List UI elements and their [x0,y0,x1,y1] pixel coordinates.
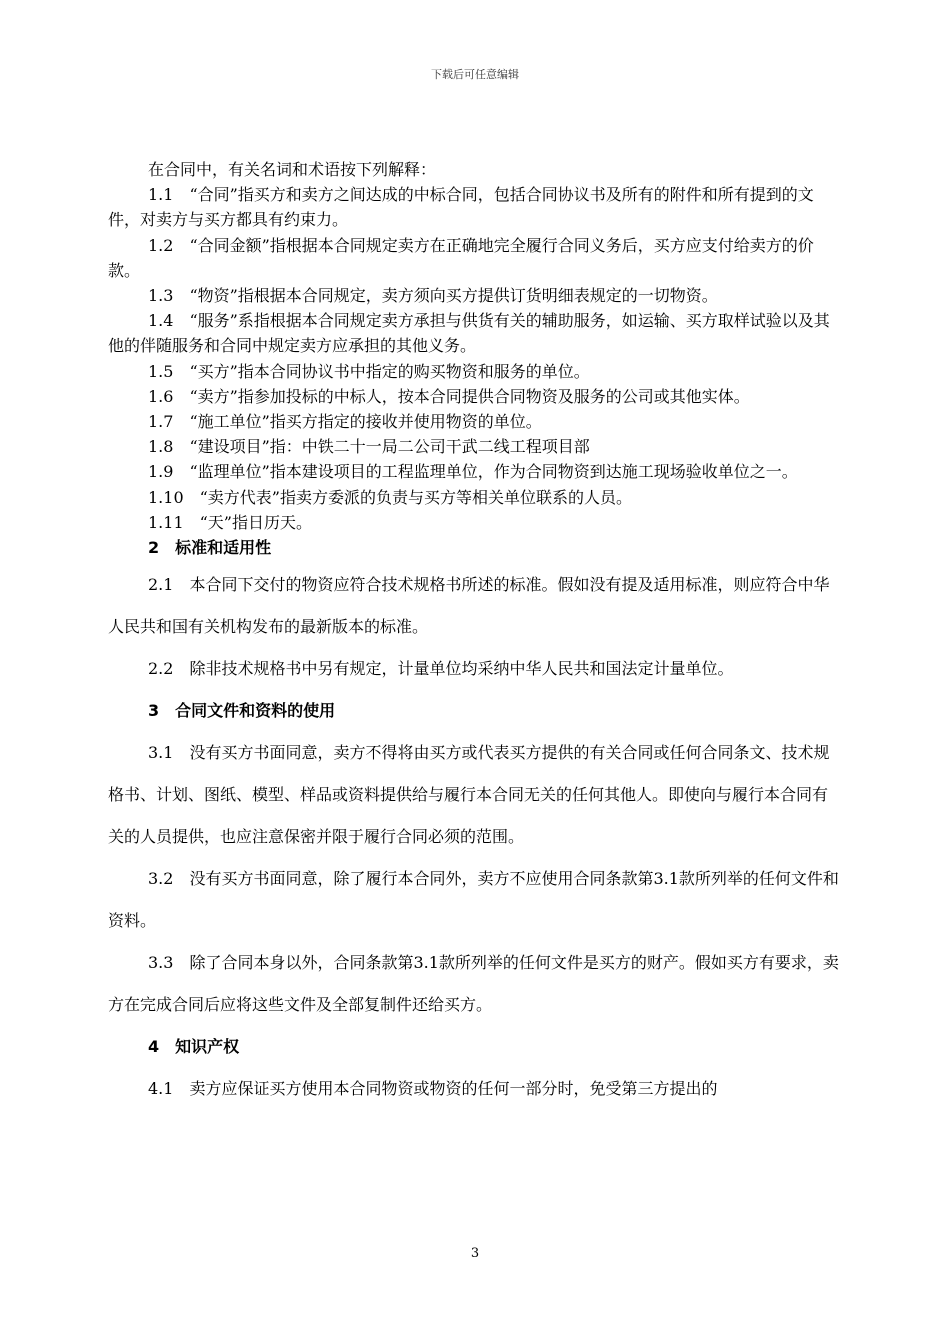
definitions-block [108,157,843,560]
page-number: 3 [470,1246,480,1261]
section-4-heading: 4 知识产权 [148,1037,240,1057]
section-2-paragraph: 2.2 除非技术规格书中另有规定，计量单位均采纳中华人民共和国法定计量单位。 [148,659,734,679]
sections-block [108,564,843,1110]
section-4-paragraph: 4.1 卖方应保证买方使用本合同物资或物资的任何一部分时，免受第三方提出的 [148,1079,718,1099]
section-2-heading: 2 标准和适用性 [148,538,272,558]
definition-item: 1.7 “施工单位”指买方指定的接收并使用物资的单位。 [148,412,542,432]
definition-item: 1.6 “卖方”指参加投标的中标人，按本合同提供合同物资及服务的公司或其他实体。 [148,386,750,406]
section-3-heading: 3 合同文件和资料的使用 [148,701,336,721]
page-header: 下载后可任意编辑 [431,68,519,81]
section-3-paragraph: 3.1 没有买方书面同意，卖方不得将由买方或代表买方提供的有关合同或任何合同条文、技术规格书、计划、图纸、模型、样品或资料提供给与履行本合同无关的任何其他人。即使向与履行本合同有关的人员提供，也应注意保密并限于履行合同必须的范围。 [108,743,830,847]
definition-item: 1.5 “买方”指本合同协议书中指定的购买物资和服务的单位。 [148,361,590,381]
intro-paragraph: 在合同中，有关名词和术语按下列解释： [148,160,437,179]
section-3-paragraph: 3.3 除了合同本身以外，合同条款第3.1款所列举的任何文件是买方的财产。假如买方有要求，卖方在完成合同后应将这些文件及全部复制件还给买方。 [108,953,839,1015]
definition-item: 1.3 “物资”指根据本合同规定，卖方须向买方提供订货明细表规定的一切物资。 [148,286,718,306]
definition-item: 1.2 “合同金额”指根据本合同规定卖方在正确地完全履行合同义务后，买方应支付给卖方的价款。 [108,235,814,280]
document-body [108,157,843,1110]
definition-item: 1.4 “服务”系指根据本合同规定卖方承担与供货有关的辅助服务，如运输、买方取样试验以及其他的伴随服务和合同中规定卖方应承担的其他义务。 [108,311,830,356]
definition-item: 1.8 “建设项目”指：中铁二十一局二公司干武二线工程项目部 [148,437,590,457]
definition-item: 1.9 “监理单位”指本建设项目的工程监理单位，作为合同物资到达施工现场验收单位之一。 [148,462,798,482]
section-3-paragraph: 3.2 没有买方书面同意，除了履行本合同外，卖方不应使用合同条款第3.1款所列举的任何文件和资料。 [108,869,839,931]
definition-item: 1.11 “天”指日历天。 [148,512,312,532]
definition-item: 1.1 “合同”指买方和卖方之间达成的中标合同，包括合同协议书及所有的附件和所有提到的文件，对卖方与买方都具有约束力。 [108,185,814,230]
section-2-paragraph: 2.1 本合同下交付的物资应符合技术规格书所述的标准。假如没有提及适用标准，则应符合中华人民共和国有关机构发布的最新版本的标准。 [108,575,830,637]
definition-item: 1.10 “卖方代表”指卖方委派的负责与买方等相关单位联系的人员。 [148,487,632,507]
